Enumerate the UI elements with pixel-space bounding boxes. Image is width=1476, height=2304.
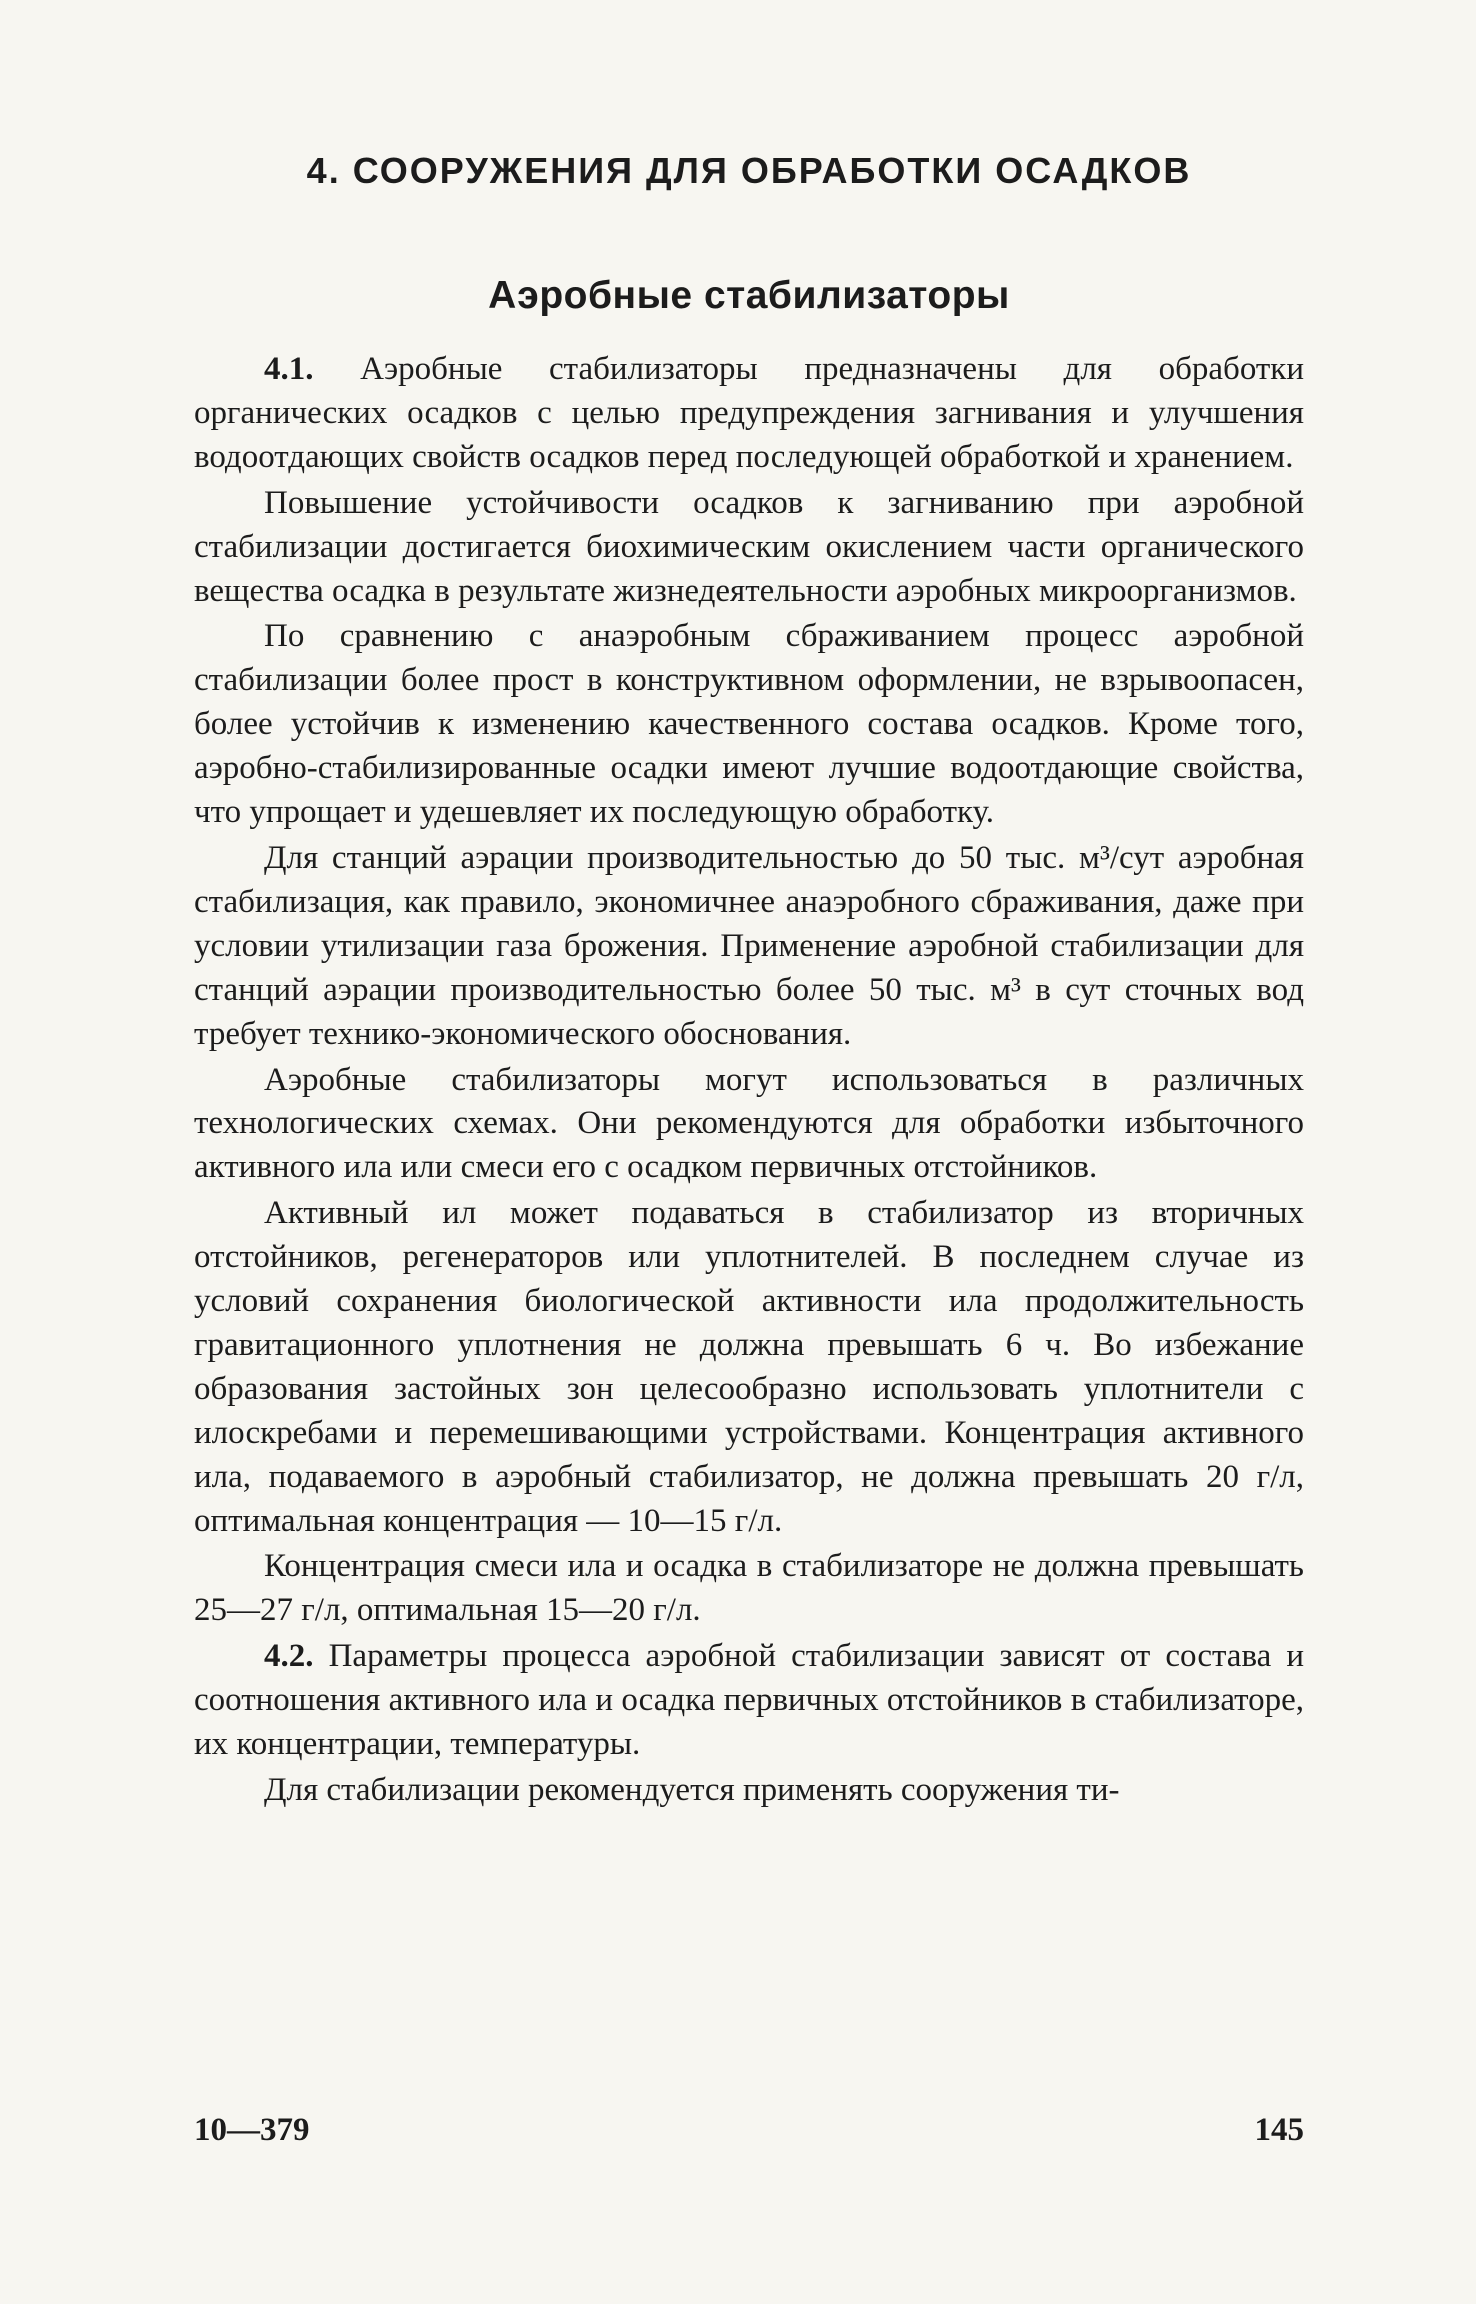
paragraph-text: Аэробные стабилизаторы могут использоваться в различных технологических схемах. Они рекомендуются для обработки избыточного активного ила или смеси его с осадком первичных отстойников. bbox=[194, 1061, 1304, 1186]
paragraph bbox=[194, 615, 1304, 835]
paragraph-text: Параметры процесса аэробной стабилизации зависят от состава и соотношения активного ила и осадка первичных отстойников в стабилизаторе, их концентрации, температуры. bbox=[194, 1638, 1304, 1763]
paragraph bbox=[194, 837, 1304, 1057]
paragraph-text: Для станций аэрации производительностью до 50 тыс. м³/сут аэробная стабилизация, как правило, экономичнее анаэробного сбраживания, даже при условии утилизации газа брожения. Применение аэробной стабилизации для станций аэрации производительностью более 50 тыс. м³ в сут сточных вод требует технико-экономического обоснования. bbox=[194, 839, 1304, 1052]
section-title: Аэробные стабилизаторы bbox=[488, 274, 1010, 317]
paragraph-4-1 bbox=[194, 348, 1304, 480]
paragraph-text: Активный ил может подаваться в стабилизатор из вторичных отстойников, регенераторов или уплотнителей. В последнем случае из условий сохранения биологической активности ила продолжительность гравитационного уплотнения не должна превышать 6 ч. Во избежание образования застойных зон целесообразно использовать уплотнители с илоскребами и перемешивающими устройствами. Концентрация активного ила, подаваемого в аэробный стабилизатор, не должна превышать 20 г/л, оптимальная концентрация — 10—15 г/л. bbox=[194, 1195, 1304, 1539]
paragraph-number: 4.2. bbox=[264, 1638, 314, 1675]
paragraph-text: Для стабилизации рекомендуется применять сооружения ти- bbox=[264, 1772, 1120, 1808]
page-footer bbox=[194, 2112, 1304, 2156]
paragraph bbox=[194, 1769, 1304, 1813]
paragraph-text: Концентрация смеси ила и осадка в стабилизаторе не должна превышать 25—27 г/л, оптимальная 15—20 г/л. bbox=[194, 1548, 1304, 1629]
paragraph bbox=[194, 1059, 1304, 1191]
paragraph bbox=[194, 1545, 1304, 1633]
paragraph-text: Аэробные стабилизаторы предназначены для обработки органических осадков с целью предупреждения загнивания и улучшения водоотдающих свойств осадков перед последующей обработкой и хранением. bbox=[194, 351, 1304, 475]
paragraph-text: Повышение устойчивости осадков к загниванию при аэробной стабилизации достигается биохимическим окислением части органического вещества осадка в результате жизнедеятельности аэробных микроорганизмов. bbox=[194, 484, 1304, 609]
paragraph bbox=[194, 1192, 1304, 1543]
page-content bbox=[194, 150, 1304, 1813]
paragraph bbox=[194, 482, 1304, 614]
chapter-title: 4. СООРУЖЕНИЯ ДЛЯ ОБРАБОТКИ ОСАДКОВ bbox=[306, 150, 1192, 191]
page-number: 145 bbox=[1254, 2112, 1304, 2148]
paragraph-4-2 bbox=[194, 1635, 1304, 1767]
paragraph-text: По сравнению с анаэробным сбраживанием процесс аэробной стабилизации более прост в конструктивном оформлении, не взрывоопасен, более устойчив к изменению качественного состава осадков. Кроме того, аэробно-стабилизированные осадки имеют лучшие водоотдающие свойства, что упрощает и удешевляет их последующую обработку. bbox=[194, 618, 1304, 831]
paragraph-number: 4.1. bbox=[264, 351, 314, 387]
printer-signature: 10—379 bbox=[194, 2112, 310, 2148]
